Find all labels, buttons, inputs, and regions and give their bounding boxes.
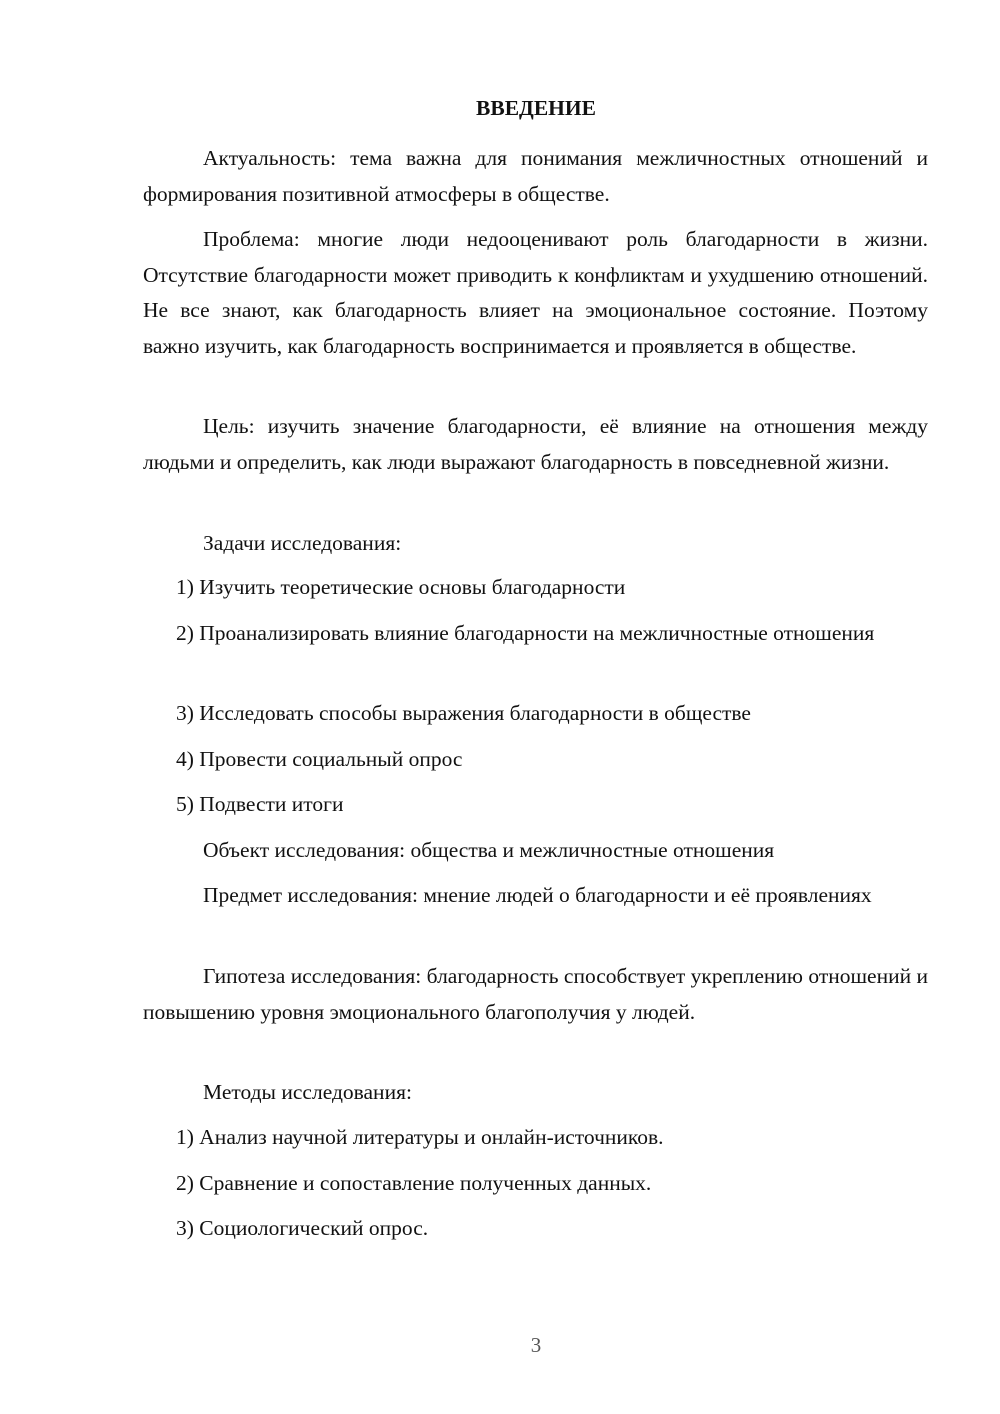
object-paragraph: Объект исследования: общества и межличностные отношения [203, 838, 775, 862]
task-item-3: 3) Исследовать способы выражения благодарности в обществе [176, 701, 751, 725]
task-item-5: 5) Подвести итоги [176, 792, 344, 816]
method-item-3: 3) Социологический опрос. [176, 1216, 429, 1240]
section-title: ВВЕДЕНИЕ [476, 96, 596, 120]
task-item-1: 1) Изучить теоретические основы благодарности [176, 575, 626, 599]
task-item-2: 2) Проанализировать влияние благодарности на межличностные отношения [176, 621, 875, 645]
hypothesis-paragraph: Гипотеза исследования: благодарность способствует укреплению отношений и повышению уровня эмоционального благополучия у людей. [143, 964, 928, 1024]
subject-paragraph: Предмет исследования: мнение людей о благодарности и её проявлениях [203, 883, 872, 907]
methods-heading: Методы исследования: [203, 1080, 412, 1104]
problem-paragraph: Проблема: многие люди недооценивают роль благодарности в жизни. Отсутствие благодарности может приводить к конфликтам и ухудшению отношений. Не все знают, как благодарность влияет на эмоциональное состояние. Поэтому важно изучить, как благодарность воспринимается и проявляется в обществе. [143, 227, 928, 358]
relevance-paragraph: Актуальность: тема важна для понимания межличностных отношений и формирования позитивной атмосферы в обществе. [143, 146, 928, 206]
method-item-1: 1) Анализ научной литературы и онлайн-источников. [176, 1125, 664, 1149]
page-number: 3 [530, 1333, 542, 1357]
tasks-heading: Задачи исследования: [203, 531, 402, 555]
goal-paragraph: Цель: изучить значение благодарности, её влияние на отношения между людьми и определить, как люди выражают благодарность в повседневной жизни. [143, 414, 928, 474]
method-item-2: 2) Сравнение и сопоставление полученных данных. [176, 1171, 652, 1195]
task-item-4: 4) Провести социальный опрос [176, 747, 463, 771]
